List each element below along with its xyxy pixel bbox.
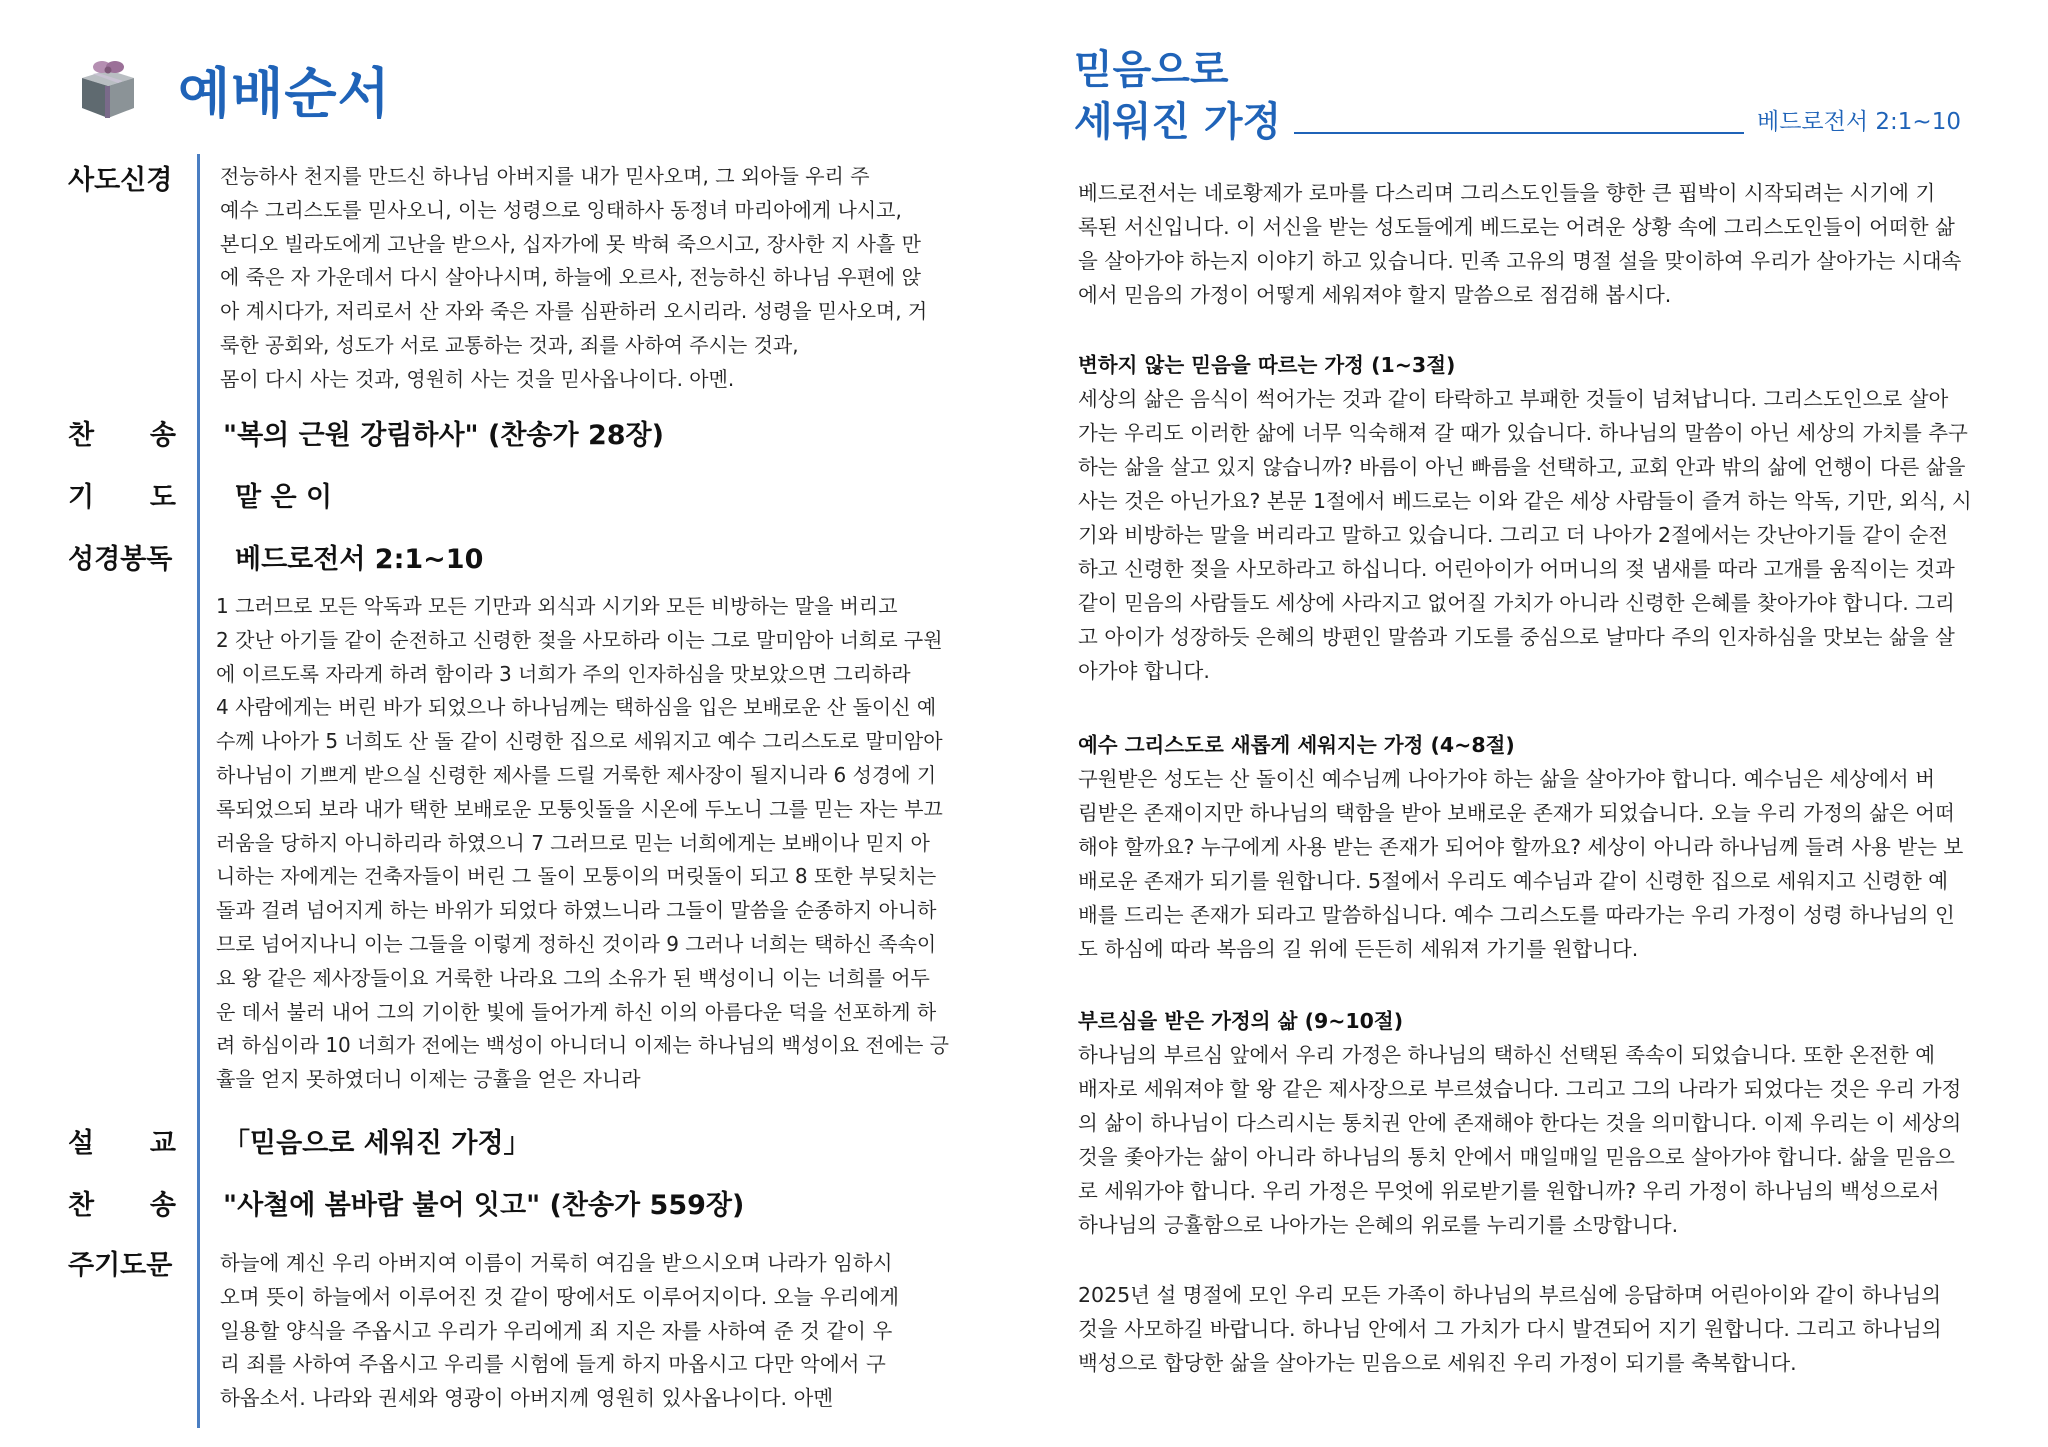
section-heading: 예수 그리스도로 새롭게 세워지는 가정 (4~8절) — [1078, 733, 1515, 757]
sermon-heading — [1074, 44, 1281, 148]
text-line: 사는 것은 아닌가요? 본문 1절에서 베드로는 이와 같은 세상 사람들이 즐겨 하는 악독, 기만, 외식, 시 — [1078, 489, 1972, 513]
label-char: 기 — [68, 482, 95, 513]
text-line: 을 살아가야 하는지 이야기 하고 있습니다. 민족 고유의 명절 설을 맞이하여 우리가 살아가는 시대속 — [1078, 249, 1962, 273]
text-line: 2025년 설 명절에 모인 우리 모든 가족이 하나님의 부르심에 응답하며 어린아이와 같이 하나님의 — [1078, 1283, 1942, 1307]
section-paragraph — [1078, 382, 2028, 688]
gift-box-icon — [76, 56, 140, 122]
text-line: 2 갓난 아기들 같이 순전하고 신령한 젖을 사모하라 이는 그로 말미암아 너희로 구원 — [216, 627, 943, 652]
text-line: 같이 믿음의 사람들도 세상에 사라지고 없어질 가치가 아니라 신령한 은혜를 찾아가야 합니다. 그리 — [1078, 591, 1955, 615]
label-char: 찬 — [68, 1190, 95, 1221]
text-line: 몸이 다시 사는 것과, 영원히 사는 것을 믿사옵나이다. 아멘. — [220, 366, 735, 391]
label-char: 송 — [149, 420, 176, 451]
text-line: 구원받은 성도는 산 돌이신 예수님께 나아가야 하는 삶을 살아가야 합니다. 예수님은 세상에서 버 — [1078, 767, 1936, 791]
label-char: 도 — [149, 482, 176, 513]
text-line: 일용할 양식을 주옵시고 우리가 우리에게 죄 지은 자를 사하여 준 것 같이 우 — [220, 1318, 893, 1343]
text-line: 하나님이 기쁘게 받으실 신령한 제사를 드릴 거룩한 제사장이 될지니라 6 성경에 기 — [216, 762, 937, 787]
text-line: 요 왕 같은 제사장들이요 거룩한 나라요 그의 소유가 된 백성이니 이는 너희를 어두 — [216, 965, 930, 990]
text-line: 백성으로 합당한 삶을 살아가는 믿음으로 세워진 우리 가정이 되기를 축복합니다. — [1078, 1351, 1797, 1375]
text-line: 의 삶이 하나님이 다스리시는 통치권 안에 존재해야 한다는 것을 의미합니다. 이제 우리는 이 세상의 — [1078, 1111, 1962, 1135]
heading-rule — [1294, 132, 1744, 134]
text-line: 러움을 당하지 아니하리라 하였으니 7 그러므로 믿는 너희에게는 보배이나 믿지 아 — [216, 830, 930, 855]
section-heading: 부르심을 받은 가정의 삶 (9~10절) — [1078, 1009, 1404, 1033]
text-line: 돌과 걸려 넘어지게 하는 바위가 되었다 하였느니라 그들이 말씀을 순종하지 아니하 — [216, 898, 937, 923]
text-line: 배로운 존재가 되기를 원합니다. 5절에서 우리도 예수님과 같이 신령한 집으로 세워지고 신령한 예 — [1078, 869, 1949, 893]
text-line: 하나님의 부르심 앞에서 우리 가정은 하나님의 택하신 선택된 족속이 되었습니다. 또한 온전한 예 — [1078, 1043, 1936, 1067]
hymn-1-title: "복의 근원 강림하사" (찬송가 28장) — [223, 420, 664, 451]
text-line: 세상의 삶은 음식이 썩어가는 것과 같이 타락하고 부패한 것들이 넘쳐납니다. 그리스도인으로 살아 — [1078, 387, 1949, 411]
vertical-divider — [197, 154, 200, 1428]
text-line: 에서 믿음의 가정이 어떻게 세워져야 할지 말씀으로 점검해 봅시다. — [1078, 283, 1672, 307]
prayer-leader: 맡 은 이 — [235, 482, 333, 513]
label-prayer — [68, 480, 176, 516]
closing-paragraph — [1078, 1278, 2028, 1380]
text-line: 하나님의 긍휼함으로 나아가는 은혜의 위로를 누리기를 소망합니다. — [1078, 1213, 1679, 1237]
text-line: 배자로 세워져야 할 왕 같은 제사장으로 부르셨습니다. 그리고 그의 나라가 되었다는 것은 우리 가정 — [1078, 1077, 1962, 1101]
text-line: 므로 넘어지나니 이는 그들을 이렇게 정하신 것이라 9 그러나 너희는 택하신 족속이 — [216, 931, 937, 956]
hymn-2-title: "사철에 봄바람 불어 잇고" (찬송가 559장) — [223, 1190, 745, 1221]
reading-reference: 베드로전서 2:1~10 — [235, 544, 484, 575]
text-line: 4 사람에게는 버린 바가 되었으나 하나님께는 택하심을 입은 보배로운 산 돌이신 예 — [216, 695, 937, 720]
section-heading: 변하지 않는 믿음을 따르는 가정 (1~3절) — [1078, 353, 1456, 377]
text-line: 기와 비방하는 말을 버리라고 말하고 있습니다. 그리고 더 나아가 2절에서는 갓난아기들 같이 순전 — [1078, 523, 1949, 547]
text-line: 록된 서신입니다. 이 서신을 받는 성도들에게 베드로는 어려운 상황 속에 그리스도인들이 어떠한 삶 — [1078, 215, 1955, 239]
sermon-title: 「믿음으로 세워진 가정」 — [223, 1128, 531, 1159]
label-reading: 성경봉독 — [68, 544, 173, 575]
label-char: 찬 — [68, 420, 95, 451]
label-char: 설 — [68, 1128, 95, 1159]
label-char: 교 — [149, 1128, 176, 1159]
text-line: 니하는 자에게는 건축자들이 버린 그 돌이 모퉁이의 머릿돌이 되고 8 또한 부딪치는 — [216, 864, 937, 889]
section-paragraph — [1078, 1038, 2028, 1242]
text-line: 록되었으되 보라 내가 택한 보배로운 모퉁잇돌을 시온에 두노니 그를 믿는 자는 부끄 — [216, 796, 943, 821]
section-paragraph — [1078, 762, 2028, 966]
text-line: 하늘에 계신 우리 아버지여 이름이 거룩히 여김을 받으시오며 나라가 임하시 — [220, 1251, 893, 1275]
text-line: 것을 좇아가는 삶이 아니라 하나님의 통치 안에서 매일매일 믿음으로 살아가야 합니다. 삶을 믿음으 — [1078, 1145, 1955, 1169]
text-line: 고 아이가 성장하듯 은혜의 방편인 말씀과 기도를 중심으로 날마다 주의 인자하심을 맛보는 삶을 살 — [1078, 625, 1955, 649]
text-line: 에 죽은 자 가운데서 다시 살아나시며, 하늘에 오르사, 전능하신 하나님 우편에 앉 — [220, 265, 921, 290]
text-line: 것을 사모하길 바랍니다. 하나님 안에서 그 가치가 다시 발견되어 지기 원합니다. 그리고 하나님의 — [1078, 1317, 1942, 1341]
text-line: 하는 삶을 살고 있지 않습니까? 바름이 아닌 빠름을 선택하고, 교회 안과 밖의 삶에 언행이 다른 삶을 — [1078, 455, 1966, 479]
label-hymn-2 — [68, 1188, 176, 1224]
text-line: 오며 뜻이 하늘에서 이루어진 것 같이 땅에서도 이루어지이다. 오늘 우리에게 — [220, 1284, 900, 1309]
text-line: 리 죄를 사하여 주옵시고 우리를 시험에 들게 하지 마옵시고 다만 악에서 구 — [220, 1352, 886, 1377]
label-creed: 사도신경 — [68, 165, 173, 196]
label-hymn-1 — [68, 418, 176, 454]
label-lords-prayer: 주기도문 — [68, 1250, 173, 1281]
text-line: 림받은 존재이지만 하나님의 택함을 받아 보배로운 존재가 되었습니다. 오늘 우리 가정의 삶은 어떠 — [1078, 801, 1955, 825]
text-line: 가는 우리도 이러한 삶에 너무 익숙해져 갈 때가 있습니다. 하나님의 말씀이 아닌 세상의 가치를 추구 — [1078, 421, 1968, 445]
text-line: 아가야 합니다. — [1078, 659, 1210, 683]
heading-line: 세워진 가정 — [1074, 99, 1282, 145]
text-line: 도 하심에 따라 복음의 길 위에 든든히 세워져 가기를 원합니다. — [1078, 937, 1639, 961]
text-line: 예수 그리스도를 믿사오니, 이는 성령으로 잉태하사 동정녀 마리아에게 나시고, — [220, 197, 902, 222]
text-line: 휼을 얻지 못하였더니 이제는 긍휼을 얻은 자니라 — [216, 1067, 641, 1092]
text-line: 베드로전서는 네로황제가 로마를 다스리며 그리스도인들을 향한 큰 핍박이 시작되려는 시기에 기 — [1078, 181, 1936, 205]
label-sermon — [68, 1126, 176, 1162]
text-line: 전능하사 천지를 만드신 하나님 아버지를 내가 믿사오며, 그 외아들 우리 주 — [220, 164, 870, 188]
text-line: 1 그러므로 모든 악독과 모든 기만과 외식과 시기와 모든 비방하는 말을 버리고 — [216, 594, 898, 618]
text-line: 수께 나아가 5 너희도 산 돌 같이 신령한 집으로 세워지고 예수 그리스도로 말미암아 — [216, 729, 943, 754]
creed-text — [220, 160, 980, 397]
page-title: 예배순서 — [178, 62, 391, 125]
text-line: 본디오 빌라도에게 고난을 받으사, 십자가에 못 박혀 죽으시고, 장사한 지 사흘 만 — [220, 231, 921, 256]
text-line: 아 계시다가, 저리로서 산 자와 죽은 자를 심판하러 오시리라. 성령을 믿사오며, 거 — [220, 299, 928, 324]
scripture-reference: 베드로전서 2:1~10 — [1757, 109, 1961, 135]
text-line: 운 데서 불러 내어 그의 기이한 빛에 들어가게 하신 이의 아름다운 덕을 선포하게 하 — [216, 999, 937, 1024]
text-line: 해야 할까요? 누구에게 사용 받는 존재가 되어야 할까요? 세상이 아니라 하나님께 들려 사용 받는 보 — [1078, 835, 1964, 859]
text-line: 하고 신령한 젖을 사모하라고 하십니다. 어린아이가 어머니의 젖 냄새를 따라 고개를 움직이는 것과 — [1078, 557, 1955, 581]
text-line: 룩한 공회와, 성도가 서로 교통하는 것과, 죄를 사하여 주시는 것과, — [220, 332, 799, 357]
text-line: 하옵소서. 나라와 권세와 영광이 아버지께 영원히 있사옵나이다. 아멘 — [220, 1386, 834, 1411]
lords-prayer-text — [220, 1247, 980, 1416]
reading-text — [216, 590, 976, 1097]
text-line: 에 이르도록 자라게 하려 함이라 3 너희가 주의 인자하심을 맛보았으면 그리하라 — [216, 661, 911, 686]
text-line: 려 하심이라 10 너희가 전에는 백성이 아니더니 이제는 하나님의 백성이요 전에는 긍 — [216, 1033, 949, 1058]
text-line: 배를 드리는 존재가 되라고 말씀하십니다. 예수 그리스도를 따라가는 우리 가정이 성령 하나님의 인 — [1078, 903, 1955, 927]
intro-paragraph — [1078, 176, 2028, 312]
heading-line: 믿음으로 — [1074, 47, 1229, 93]
text-line: 로 세워가야 합니다. 우리 가정은 무엇에 위로받기를 원합니까? 우리 가정이 하나님의 백성으로서 — [1078, 1179, 1940, 1203]
label-char: 송 — [149, 1190, 176, 1221]
